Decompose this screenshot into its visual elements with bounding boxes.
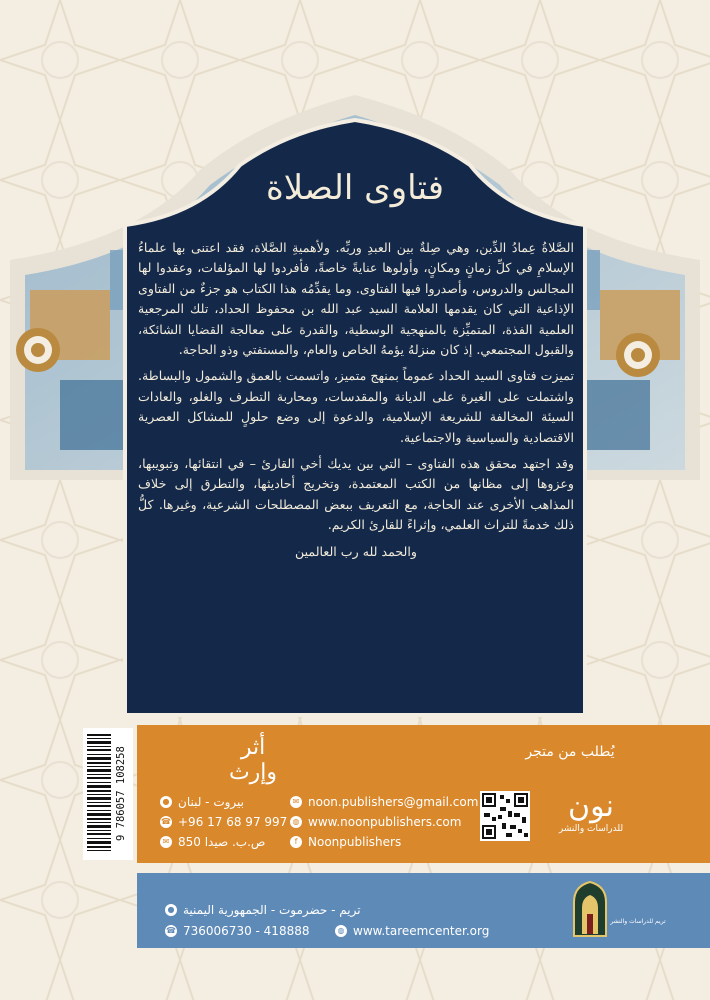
email-row[interactable]	[290, 795, 478, 809]
location-text: بيروت - لبنان	[178, 795, 244, 809]
noon-logo-sub: للدراسات والنشر	[558, 824, 624, 834]
order-label: يُطلب من متجر	[525, 744, 615, 760]
noon-logo-main: نون	[568, 789, 614, 824]
facebook-icon: f	[290, 836, 302, 848]
phone-icon: ☎	[166, 926, 176, 935]
center-location-text: تريم - حضرموت - الجمهورية اليمنية	[183, 903, 361, 917]
tareem-center-logo	[570, 880, 610, 938]
blurb-paragraph-3: وقد اجتهد محقق هذه الفتاوى – التي بين يديك أخي القارئ – في انتقائها، وتبويبها، وعزوها إلى مظانها من الكتب المعتمدة، وتخريج أحاديثها، والتطرق إلى خلاف المذاهب الأخرى عند الحاجة، مع التعريف ببعض المصطلحات الشرعية، وغيرها. كلُّ ذلك خدمةً للتراث العلمي، وإثراءً للقارئ الكريم.	[138, 456, 574, 533]
center-phone-text: 736006730 - 418888	[183, 924, 310, 938]
blurb-paragraph-1: الصَّلاةُ عِمادُ الدِّين، وهي صِلةٌ بين العبدِ وربِّه. ولأهميةِ الصَّلاة، فقد اعتنى بها علماءُ الإسلامِ في كلِّ زمانٍ ومكانٍ، وأولوها عنايةً خاصةً، فأفردوا لها المؤلفات، وعقدوا لها المجالس والدروس، وأصدروا فيها الفتاوى. وما يقدِّمُه هذا الكتاب هو جزءٌ من الفتاوى الإذاعية التي كان يقدمها العلامة السيد عبد الله بن محفوظ الحداد، تلك المرجعية العلمية الفذة، المتميِّزة بالمنهجية الوسطية، والقدرة على معالجة القضايا الشائكة، والقبول المجتمعي. إذ كان منزلهُ يؤمهُ الخاص والعام، والمستفتي وذو الحاجة.	[138, 240, 574, 358]
location-pin-icon: ●	[165, 904, 177, 916]
noon-logo	[549, 790, 633, 834]
globe-icon: ◍	[290, 816, 302, 828]
center-website-row[interactable]	[335, 924, 489, 938]
blurb-paragraph-2: تميزت فتاوى السيد الحداد عموماً بمنهج متميز، واتسمت بالعمق والشمول والبساطة. واشتملت على الغيرة على الديانة والمقدسات، ومحاربة التطرف والغلو، والعادات السيئة المخالفة للشريعة الإسلامية، والدعوة إلى وضع حلولٍ للمشاكل العصرية الاقتصادية والسياسية والاجتماعية.	[138, 368, 574, 445]
center-location-row	[165, 903, 361, 917]
phone-text: +96 17 68 97 997	[178, 815, 288, 829]
location-pin-icon: ●	[160, 796, 172, 808]
social-row[interactable]	[290, 835, 401, 849]
pobox-text: ص.ب. صيدا 850	[178, 835, 266, 849]
email-icon: ✉	[290, 796, 302, 808]
closing-line: والحمد لله رب العالمين	[295, 543, 417, 559]
center-phone-row[interactable]	[165, 924, 309, 938]
qr-code[interactable]	[480, 791, 530, 841]
social-text: Noonpublishers	[308, 835, 402, 849]
email-text: noon.publishers@gmail.com	[308, 795, 479, 809]
website-row[interactable]	[290, 815, 461, 829]
phone-row[interactable]	[160, 815, 287, 829]
book-title: فتاوى الصلاة	[265, 168, 445, 208]
globe-icon: ◍	[335, 925, 347, 937]
mailbox-icon: ✉	[160, 836, 172, 848]
center-website-text: www.tareemcenter.org	[353, 924, 490, 938]
pobox-row	[160, 835, 265, 849]
location-row	[160, 795, 244, 809]
distributor-logo: أثر وإرث	[228, 735, 278, 785]
phone-icon: ☎	[161, 817, 171, 826]
barcode-number: 9 786057 108258	[115, 746, 127, 842]
tareem-center-name: تريم للدراسات والنشر	[610, 918, 666, 925]
blurb	[138, 238, 574, 568]
website-text: www.noonpublishers.com	[308, 815, 462, 829]
